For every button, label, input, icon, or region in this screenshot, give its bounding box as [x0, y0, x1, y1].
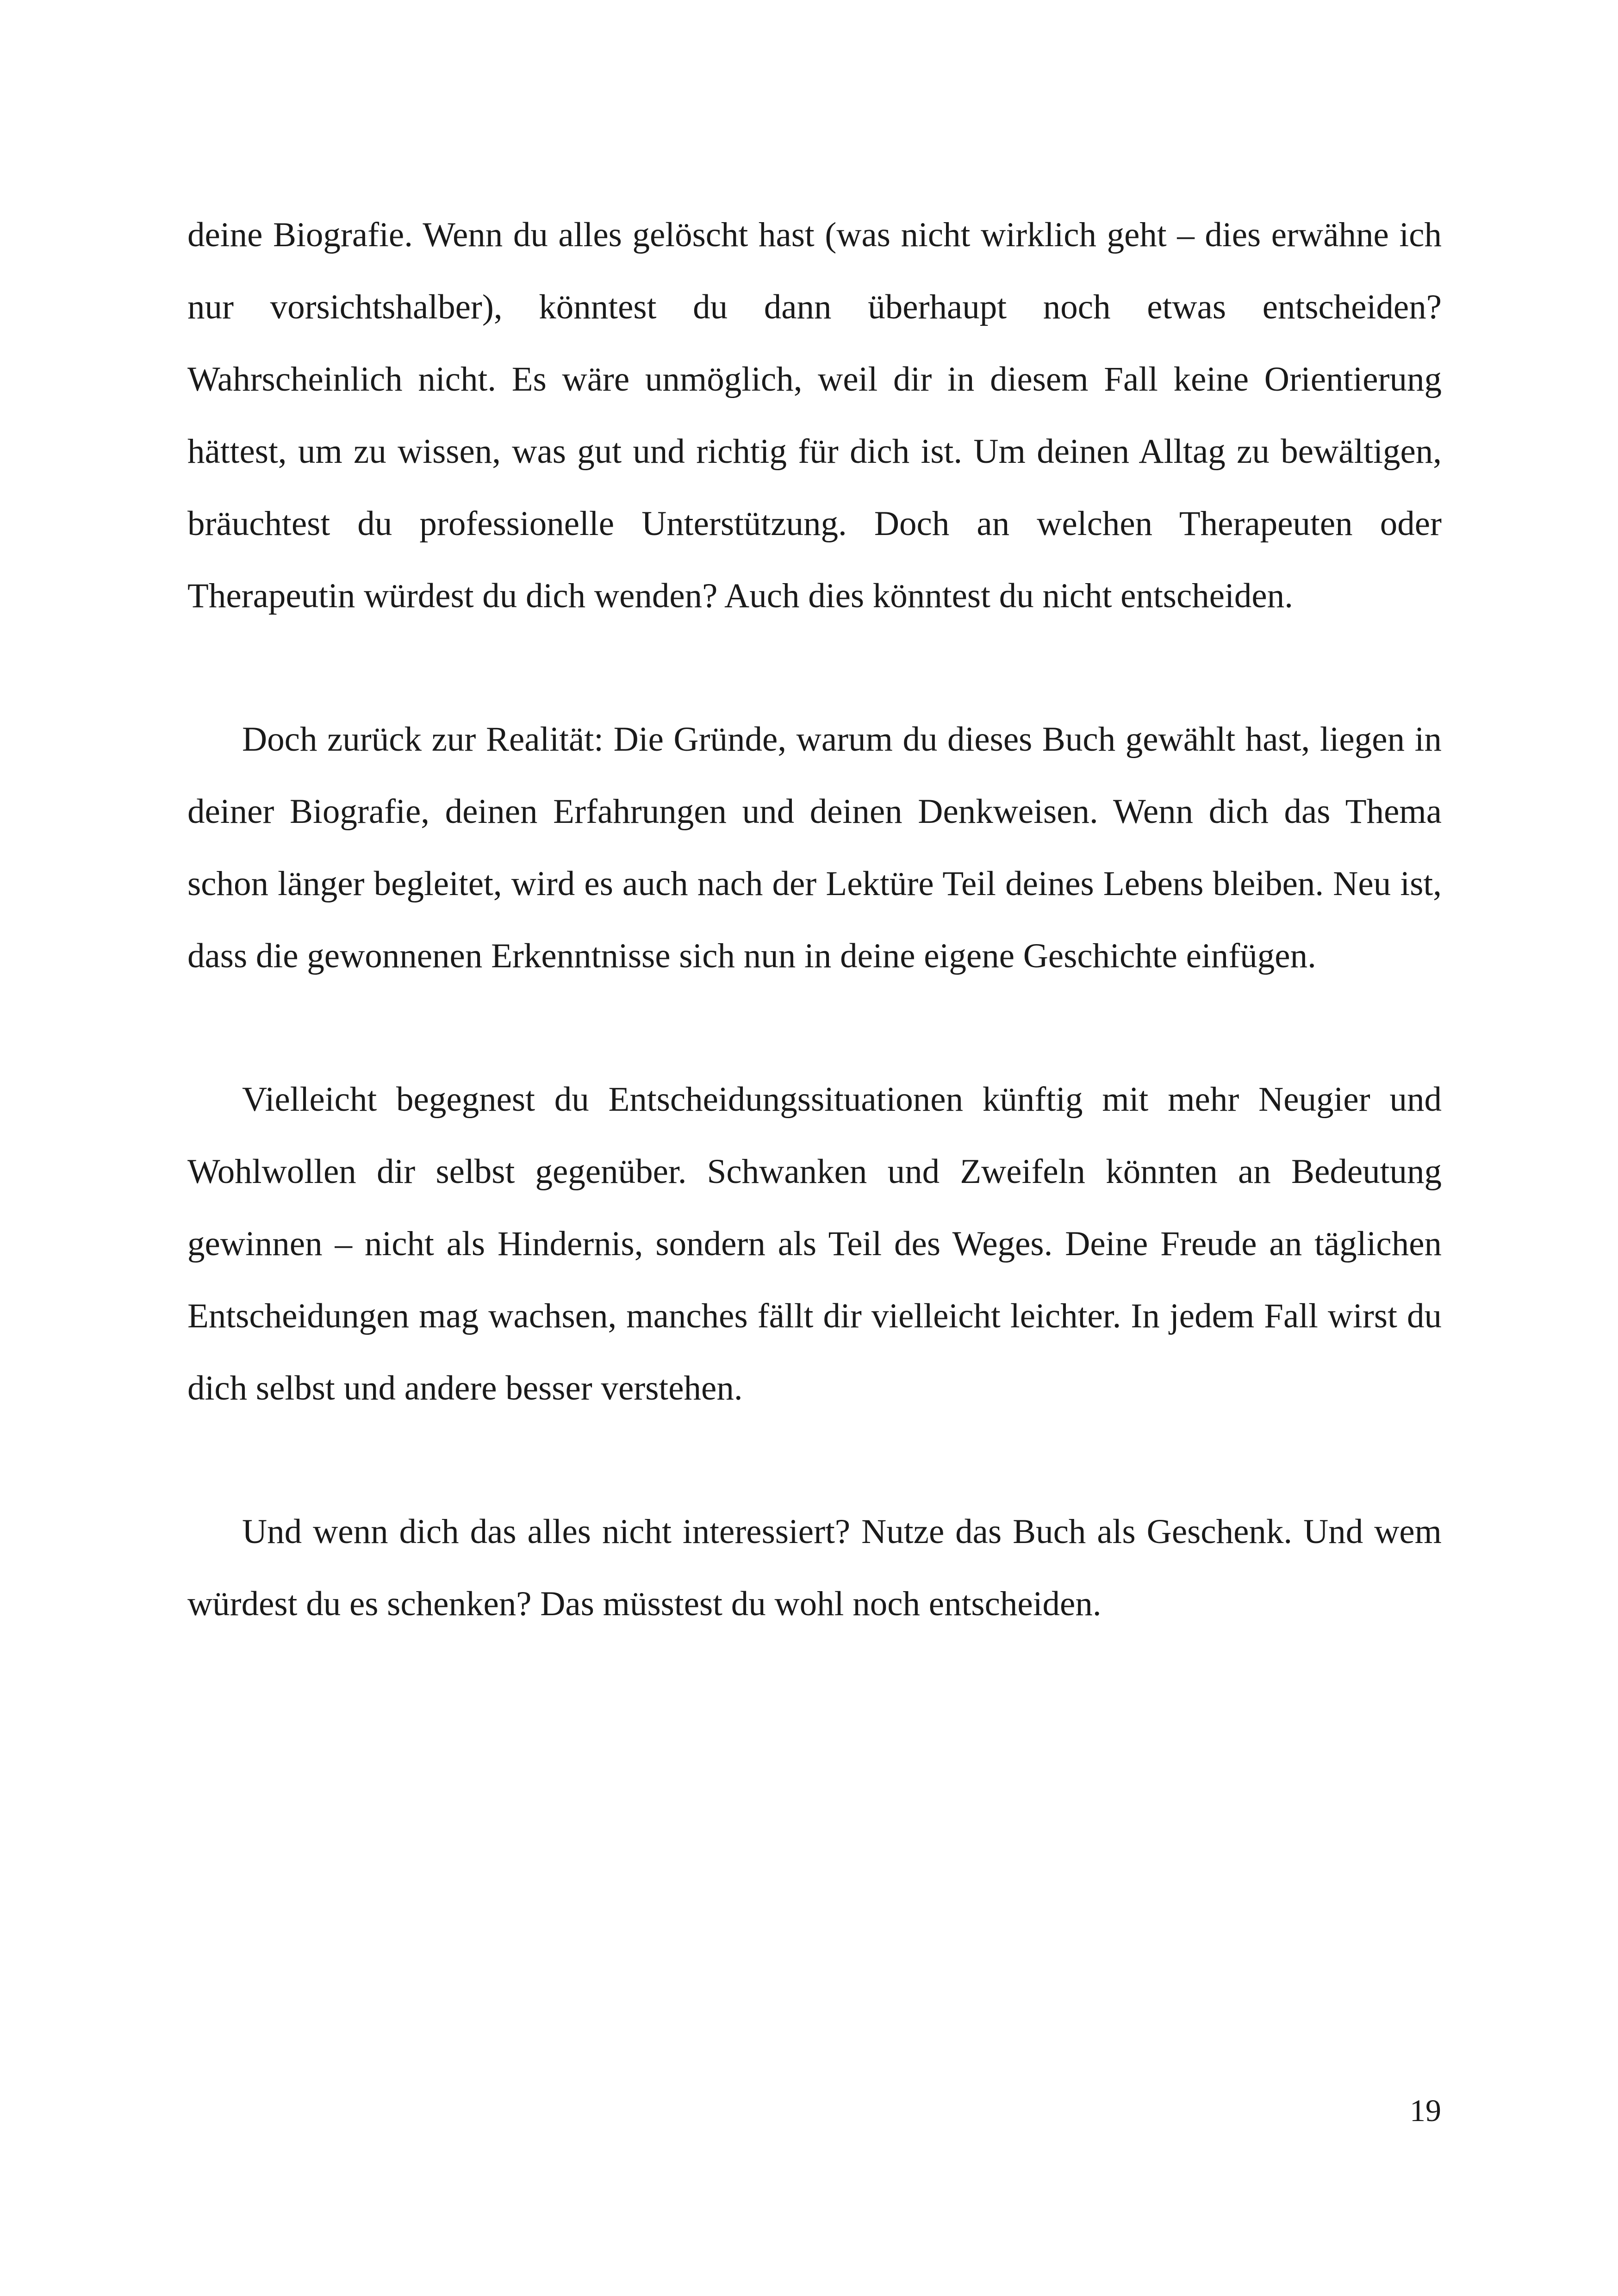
paragraph-gift: Und wenn dich das alles nicht interessiert? Nutze das Buch als Geschenk. Und wem würdest du es schenken? Das müsstest du wohl noch entscheiden.: [187, 1512, 1442, 1623]
body-text: [187, 199, 1442, 1711]
paragraph-reality: Doch zurück zur Realität: Die Gründe, warum du dieses Buch gewählt hast, liegen in deiner Biografie, deinen Erfahrungen und deinen Denkweisen. Wenn dich das Thema schon länger begleitet, wird es auch nach der Lektüre Teil deines Lebens bleiben. Neu ist, dass die gewonnenen Erkenntnisse sich nun in deine eigene Geschichte einfügen.: [187, 720, 1442, 975]
page-number: 19: [1410, 2093, 1441, 2128]
paragraph-curiosity: Vielleicht begegnest du Entscheidungssituationen künftig mit mehr Neugier und Wohlwollen dir selbst gegenüber. Schwanken und Zweifeln könnten an Bedeutung gewinnen – nicht als Hindernis, sondern als Teil des Weges. Deine Freude an täglichen Entscheidungen mag wachsen, manches fällt dir vielleicht leichter. In jedem Fall wirst du dich selbst und andere besser verstehen.: [187, 1080, 1442, 1407]
paragraph-continued: deine Biografie. Wenn du alles gelöscht hast (was nicht wirklich geht – dies erwähne ich nur vorsichtshalber), könntest du dann überhaupt noch etwas entscheiden? Wahrscheinlich nicht. Es wäre unmöglich, weil dir in diesem Fall keine Orientierung hättest, um zu wissen, was gut und richtig für dich ist. Um deinen Alltag zu bewältigen, bräuchtest du professionelle Unterstützung. Doch an welchen Therapeuten oder Therapeutin würdest du dich wenden? Auch dies könntest du nicht entscheiden.: [187, 216, 1442, 615]
